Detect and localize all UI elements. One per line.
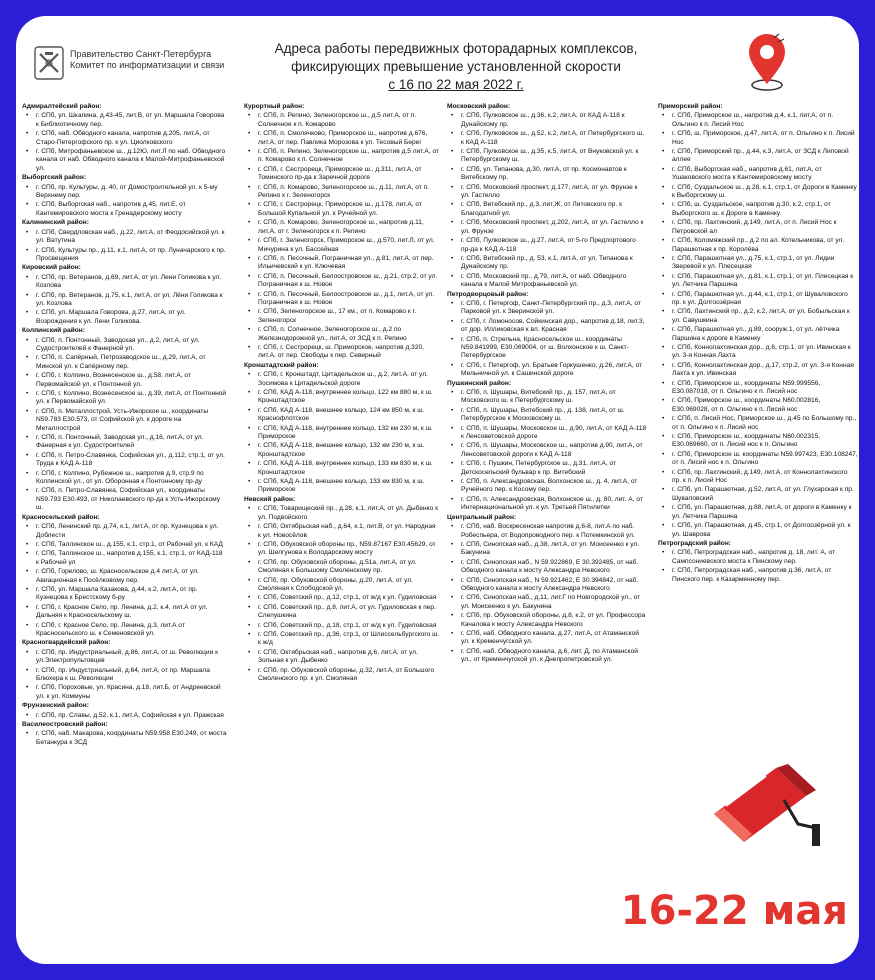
district-block: [22, 514, 227, 639]
address-list: [22, 274, 227, 326]
district-heading: Петродворцовый район:: [447, 290, 529, 298]
address-item: • г. СПб, Приморское ш., напротив д.4, к.1, лит.А, от п. Ольгино к п. Лисий Нос: [658, 112, 858, 129]
address-item: • г. СПб, Советский пр., д.18, стр.1, от ж/д к ул. Гудиловская: [244, 622, 440, 630]
address-list: [22, 184, 227, 219]
district-block: [22, 174, 227, 218]
address-item: • г. СПб, г. Сестрорецк, Приморское ш., д.311, лит.А, от Томинского пр-да к Заречной дороге: [244, 166, 440, 183]
address-item: • г. СПб, Коннолахтинская дор., д.17, стр.2, от ул. 3-я Конная Лахта к ул. Ивинская: [658, 362, 858, 379]
address-list: [244, 371, 440, 495]
address-item: • г. СПб, п. Шушары, Витебский пр., д. 138, лит.А, от ш. Петербургское к Московскому ш.: [447, 407, 647, 424]
address-item: • г. СПб, п. Стрельна, Красносельское ш., координаты N59.841999, E30.069004, от ш. Волхонское к ш. Санкт-Петербургское: [447, 336, 647, 361]
address-list: [447, 300, 647, 379]
spb-coat-of-arms-icon: [34, 46, 64, 80]
address-item: • г. СПб, п. Репино, Зеленогорское ш., напротив д.5 лит.А, от п. Комарово к п. Солнечное: [244, 148, 440, 165]
district-block: [658, 103, 858, 539]
address-item: • г. СПб, КАД А-118, внешнее кольцо, 132 км 230 м, к ш. Кронштадтское: [244, 442, 440, 459]
address-item: • г. СПб, Петроградская наб., напротив д. 18, лит. А, от Сампсониевского моста к Пинскому пер.: [658, 549, 858, 566]
address-item: • г. СПб, г. Зеленогорск, Приморское ш., д.570, лит.Л, от ул. Мичурина к ул. Бассейная: [244, 237, 440, 254]
address-item: • г. СПб, п. Песочный, Белоостровское ш., д.21, стр.2, от ул. Пограничная к ш. Новое: [244, 273, 440, 290]
address-item: • г. СПб, г. Красное Село, пр. Ленина, д.2, к.4, лит.А от ул. Дальняя к Красносельскому ш.: [22, 604, 227, 621]
address-item: • г. СПб, КАД А-118, внешнее кольцо, 133 км 830 м, к ш. Приморское: [244, 478, 440, 495]
address-item: • г. СПб, п. Песочный, Пограничная ул., д.81, лит.А, от пер. Ильичевский к ул. Ключевая: [244, 255, 440, 272]
gov-line-1: Правительство Санкт-Петербурга: [70, 49, 212, 59]
address-item: • г. СПб, пр. Обуховской обороны, д.32, лит.А, от Большого Смоленского пр. к ул. Смоляная: [244, 667, 440, 684]
location-pin-icon: [744, 32, 790, 92]
district-block: [447, 514, 647, 665]
district-block: [22, 219, 227, 263]
address-item: • г. СПб, Митрофаньевское ш., д.12Ю, лит.Л по наб. Обводного канала от наб. Обводного канала к Малой-Митрофаньевской ул.: [22, 148, 227, 173]
address-item: • г. СПб, пр. Славы, д.52, к.1, лит.А, Софийская к ул. Пражская: [22, 712, 227, 720]
address-item: • г. СПб, п. Металлострой, Усть-Ижорское ш., координаты N59.783 E30.573, от Софийской ул. к дороге на Металлострой: [22, 408, 227, 433]
district-heading: Центральный район:: [447, 513, 517, 521]
address-item: • г. СПб, г. Петергоф, ул. Братьев Горкушенко, д.26, лит.А, от Мельничной ул. к Сашинской дороге: [447, 362, 647, 379]
address-item: • г. СПб, ул. Маршала Говорова, д.27, лит.А, от ул. Возрождения к ул. Лени Голикова.: [22, 309, 227, 326]
page-title: [196, 40, 716, 94]
address-item: • г. СПб, Выборгская наб., напротив д.61, лит.А, от Ушаковского моста к Кантемировскому мосту: [658, 166, 858, 183]
address-list: [22, 112, 227, 173]
address-item: • г. СПб, наб. Обводного канала, д.6, лит. Д, по Атаманской ул., от Кременчугской ул. к Днепропетровской ул.: [447, 648, 647, 665]
address-item: • г. СПб, Приморский пр., д.44, к.3, лит.А, от ЗСД к Липовой аллее: [658, 148, 858, 165]
address-item: • г. СПб, Московский проспект, д.202, лит.А, от ул. Гастелло к ул. Фрунзе: [447, 219, 647, 236]
address-item: • г. СПб, ш. Приморское, д.47, лит.А, от п. Ольгино к п. Лисий Нос: [658, 130, 858, 147]
address-list: [22, 523, 227, 638]
address-item: • г. СПб, Ленинский пр. д.74, к.1, лит.А, от пр. Кузнецова к ул. Доблести: [22, 523, 227, 540]
address-item: • г. СПб, наб. Обводного канала, д.27, лит.А, от Атаманской ул. к Кременчугской ул.: [447, 630, 647, 647]
address-list: [447, 389, 647, 513]
address-item: • г. СПб, п. Солнечное, Зеленогорское ш., д.2 по Железнодорожной ул., лит.А, от ЗСД к п. Репино: [244, 326, 440, 343]
district-heading: Кировский район:: [22, 264, 81, 272]
address-item: • г. СПб, г. Колпино, Вознесенское ш., д.58, лит.А, от Первомайской ул. к Понтонной ул.: [22, 372, 227, 389]
address-item: • г. СПб, п. Комарово, Зеленогорское ш., напротив д.11, лит.А, от г. Зеленогорск к п. Репино: [244, 219, 440, 236]
address-item: • г. СПб, Пороховые, ул. Красина, д.18, лит.Б, от Андреевской ул. к ул. Коммуны: [22, 684, 227, 701]
address-item: • г. СПб, п. Шушары, Московское ш., д.90, лит.А, от КАД А-118 к Ленсоветовской дороге: [447, 425, 647, 442]
address-item: • г. СПб, г. Кронштадт, Цитадельское ш., д.2, лит.А, от ул. Зосимова к Цитадельской дороге: [244, 371, 440, 388]
address-item: • г. СПб, г. Колпино, Вознесенское ш., д.39, лит.А, от Понтонной ул. к Первомайской ул.: [22, 390, 227, 407]
address-list: [22, 337, 227, 513]
address-item: • г. СПб, пр. Индустриальный, д.64, лит.А, от пр. Маршала Блюхера к ш. Революции: [22, 667, 227, 684]
address-item: • г. СПб, ул. Типанова, д.30, лит.А, от пр. Космонавтов к Витебскому пр.: [447, 166, 647, 183]
address-item: • г. СПб, пр. Культуры, д. 40, от Домостроительной ул. к 5-му Верхнему пер.: [22, 184, 227, 201]
address-item: • г. СПб, пр. Лахтинский, д.149, лит.А, от Коннолахтинского пр. к п. Лисий Нос: [658, 469, 858, 486]
district-block: [447, 380, 647, 513]
address-item: • г. СПб, пр. Ветеранов, д.69, лит.А, от ул. Лени Голикова к ул. Козлова: [22, 274, 227, 291]
district-block: [22, 264, 227, 326]
address-list: [658, 549, 858, 584]
date-badge: 16-22 мая: [620, 888, 848, 934]
address-item: • г. СПб, Парашютная ул., д.89, сооруж.1, от ул. лётчика Паршина к дороге в Каменку: [658, 326, 858, 343]
district-block: [22, 639, 227, 701]
address-item: • г. СПб, Синопская наб., д.11, лит.Г по Новгородской ул., от ул. Моисеенко к ул. Бакунина: [447, 594, 647, 611]
address-item: • г. СПб, Горелово, ш. Красносельское д.4 лит.А, от ул. Авиационная к Посёлковому пер.: [22, 568, 227, 585]
district-block: [244, 496, 440, 684]
district-heading: Московский район:: [447, 103, 511, 110]
address-item: • г. СПб, пр. Лахтинский, д.149, лит.А, от п. Лисий Нос к Петровской ал: [658, 219, 858, 236]
address-item: • г. СПб, п. Смолячково, Приморское ш., напротив д.676, лит.А, от пер. Павлика Морозова к ул. Тесовый Берег: [244, 130, 440, 147]
column-1: [22, 102, 227, 748]
address-list: [22, 649, 227, 701]
address-item: • г. СПб, г. Сестрорецк, ш. Приморское, напротив д.320, лит.А, от пер. Свободы к пер. Северный: [244, 344, 440, 361]
speed-camera-icon: [706, 754, 826, 854]
district-heading: Выборгский район:: [22, 174, 87, 182]
address-item: • г. СПб, Синопская наб., д.38, лит.А, от ул. Моисеенко к ул. Бакунина: [447, 541, 647, 558]
address-item: • г. СПб, наб. Воскресенская напротив д.6-8, лит.А по наб. Робеспьера, от Водопроводного пер. к Потемкинской ул.: [447, 523, 647, 540]
district-heading: Курортный район:: [244, 103, 305, 110]
address-item: • г. СПб, п. Александровская, Волхонское ш., д. 4, лит.А, от Ручейного пер. к Косому пер.: [447, 478, 647, 495]
address-item: • г. СПб, Октябрьская наб., напротив д.6, лит.А, от ул. Зольная к ул. Дыбенко: [244, 649, 440, 666]
district-block: [22, 721, 227, 747]
district-heading: Пушкинский район:: [447, 379, 512, 387]
address-list: [244, 505, 440, 683]
address-item: • г. СПб, п. Песочный, Белоостровское ш., д.1, лит.А, от ул. Пограничная к ш. Новое: [244, 291, 440, 308]
address-item: • г. СПб, КАД А-118, внутреннее кольцо, 122 км 880 м, к ш. Кронштадтское: [244, 389, 440, 406]
address-item: • г. СПб, Московский пр., д.79, лит.А, от наб. Обводного канала к Малой Митрофаньевской ул.: [447, 273, 647, 290]
district-heading: Красногвардейский район:: [22, 639, 111, 647]
address-item: • г. СПб, п. Александровская, Волхонское ш., д. 80, лит. А, от Интернациональной ул. к ул. Третьей Пятилетки: [447, 496, 647, 513]
district-heading: Красносельский район:: [22, 513, 100, 521]
address-item: • г. СПб, п. Шушары, Московское ш., напротив д.90, лит.А, от Ленсоветовской дороги к КАД А-118: [447, 442, 647, 459]
address-item: • г. СПб, г. Сестрорецк, Приморское ш., д.178, лит.А, от Большой Купальной ул. к Ручейной ул.: [244, 201, 440, 218]
address-item: • г. СПб, Пулковское ш., д.27, лит.А, от 5-го Предпортового пр-да к КАД А-118: [447, 237, 647, 254]
address-item: • г. СПб, п. Петро-Славянка, Софийская ул., д.112, стр.1, от ул. Труда к КАД А-118: [22, 452, 227, 469]
address-item: • г. СПб, г. Пушкин, Петербургское ш., д.31, лит.А, от Детскосельский бульвар к пр. Витебский: [447, 460, 647, 477]
address-list: [658, 112, 858, 539]
address-item: • г. СПб, пр. Обуховской обороны, д.8, к.2, от ул. Профессора Качалова к мосту Александра Невского: [447, 612, 647, 629]
address-item: • г. СПб, Зеленогорское ш., 17 км., от п. Комарово к г. Зеленогорск: [244, 308, 440, 325]
title-dates: с 16 по 22 мая 2022 г.: [388, 77, 524, 92]
address-item: • г. СПб, Свердловская наб., д.22, лит.А, от Феодосийской ул. к ул. Ватутина: [22, 229, 227, 246]
address-list: [244, 112, 440, 360]
column-3: [447, 102, 647, 666]
address-item: • г. СПб, Таллинское ш., напротив д.155, к.1, стр.1, от КАД-118 к Рабочей ул: [22, 550, 227, 567]
address-item: • г. СПб, пр. Обуховской обороны, д.51а, лит.А, от ул. Смоляная к Большому Смоленскому пр.: [244, 559, 440, 576]
address-item: • г. СПб, Витебский пр., д. 53, к.1, лит.А, от ул. Типанова к Дунайскому пр.: [447, 255, 647, 272]
address-item: • г. СПб, Коннолахтинская дор., д.6, стр.1, от ул. Ивинская к ул. 3-я Конная Лахта: [658, 344, 858, 361]
address-item: • г. СПб, Московский проспект, д.177, лит.А, от ул. Фрунзе к ул. Гастелло: [447, 184, 647, 201]
address-item: • г. СПб, Советский пр., д.12, стр.1, от ж/д к ул. Гудиловская: [244, 594, 440, 602]
address-item: • г. СПб, Приморское ш., координаты N59.999556, E30.087018, от п. Ольгино к п. Лисий нос: [658, 380, 858, 397]
address-item: • г. СПб, г. Красное Село, пр. Ленина, д.3, лит.А от Красносельского ш. к Семеновской ул.: [22, 622, 227, 639]
address-item: • г. СПб, наб. Макарова, координаты N59.958 E30.249, от моста Бетанкура к ЗСД: [22, 730, 227, 747]
district-block: [244, 103, 440, 361]
address-item: • г. СПб, ш. Суздальское, напротив д.30, к.2, стр.1, от Выборгского ш. к Дороге в Каменку: [658, 201, 858, 218]
column-4: [658, 102, 858, 585]
address-item: • г. СПб, ул. Маршала Казакова, д.44, к.2, лит.А, от пр. Кузнецова к Брестскому б-ру: [22, 586, 227, 603]
gov-line-2: Комитет по информатизации и связи: [70, 60, 225, 70]
address-list: [447, 523, 647, 665]
address-item: • г. СПб, п. Сапёрный, Петрозаводское ш., д.29, лит.А, от Минской ул. к Сапёрному пер.: [22, 354, 227, 371]
address-item: • г. СПб, Парашютная ул., д.75, к.1, стр.1, от ул. Лидии Зверевой к ул. Плесецкая: [658, 255, 858, 272]
address-item: • г. СПб, Витебский пр., д.3, лит.Ж, от Литовского пр. к Благодатной ул.: [447, 201, 647, 218]
address-item: • г. СПб, Пулковское ш., д.52, к.2, лит.А, от Петербургского ш. к КАД А-118: [447, 130, 647, 147]
district-block: [22, 103, 227, 173]
address-item: • г. СПб, Синопская наб., N 59.921462, E 30.394842, от наб. Обводного канала к мосту Александра Невского: [447, 577, 647, 594]
district-heading: Петроградский район:: [658, 539, 732, 547]
address-list: [22, 229, 227, 264]
address-item: • г. СПб, ул. Парашютная, д.52, лит.А, от ул. Глухарская к пр. Шуваловский: [658, 486, 858, 503]
district-heading: Адмиралтейский район:: [22, 103, 102, 110]
district-heading: Кронштадтский район:: [244, 361, 319, 369]
district-heading: Фрунзенский район:: [22, 702, 89, 710]
district-heading: Василеостровский район:: [22, 721, 108, 729]
address-item: • г. СПб, Парашютная ул., д.81, к.1, стр.1, от ул. Плесецкая к ул. Летчика Паршина: [658, 273, 858, 290]
district-block: [22, 327, 227, 513]
district-heading: Приморский район:: [658, 103, 723, 110]
address-item: • г. СПб, Таллинское ш., д.155, к.1, стр.1, от Рабочей ул. к КАД: [22, 541, 227, 549]
address-item: • г. СПб, пр. Обуховской обороны, д.20, лит.А, от ул. Смоляная к Слободской ул.: [244, 577, 440, 594]
address-item: • г. СПб, пр. Индустриальный, д.86, лит.А, от ш. Революции к ул.Электропультовцев: [22, 649, 227, 666]
district-heading: Невский район:: [244, 495, 296, 503]
address-item: • г. СПб, Петроградская наб., напротив д.36, лит.А, от Пинского пер. к Казарменному пер.: [658, 567, 858, 584]
address-item: • г. СПб, п. Шушары, Витебский пр., д. 157, лит.А, от Московского ш. к Петербургскому ш.: [447, 389, 647, 406]
title-line-1: Адреса работы передвижных фоторадарных комплексов,: [274, 41, 638, 56]
address-list: [447, 112, 647, 289]
address-item: • г. СПб, г. Колпино, Рубежное ш., напротив д.9, стр.9 по Колпинской ул., от ул. Оборонная к Понтонному пр-ду: [22, 470, 227, 487]
address-item: • г. СПб, Парашютная ул., д.44, к.1, стр.1, от Шуваловского пр. к ул. Долгоозёрная: [658, 291, 858, 308]
district-block: [244, 362, 440, 495]
address-item: • г. СПб, г. Петергоф, Санкт-Петербургский пр., д.3, лит.А, от Парковой ул. к Зверинской ул.: [447, 300, 647, 317]
address-item: • г. СПб, п. Репино, Зеленогорское ш., д.5 лит.А, от п. Солнечное к п. Комарово: [244, 112, 440, 129]
address-item: • г. СПб, КАД А-118, внутреннее кольцо, 133 км 830 м, к ш. Кронштадтское: [244, 460, 440, 477]
address-item: • г. СПб, Коломяжский пр., д.2 по ал. Котельникова, от ул. Парашютная к пр. Королёва: [658, 237, 858, 254]
address-item: • г. СПб, Приморское ш., координаты N60.002816, E30.069028, от п. Ольгино к п. Лисий нос: [658, 397, 858, 414]
address-item: • г. СПб, Приморское ш., координаты N60.002315, E30.069660, от п. Лисий нос к п. Ольгино: [658, 433, 858, 450]
district-heading: Калининский район:: [22, 219, 89, 227]
header: [16, 16, 859, 112]
address-item: • г. СПб, Товарищеский пр., д.28, к.1, лит.А, от ул. Дыбенко к ул. Подвойского: [244, 505, 440, 522]
address-item: • г. СПб, Выборгская наб., напротив д.45, лит.Е, от Кантемировского моста к Гренадерскому мосту: [22, 201, 227, 218]
address-list: [22, 730, 227, 747]
address-item: • г. СПб, ул. Шкапина, д.43-45, лит.В, от ул. Маршала Говорова к Библиотечному пер.: [22, 112, 227, 129]
address-item: • г. СПб, ул. Парашютная, д.45, стр.1, от Долгоозёрной ул. к ул. Шаврова: [658, 522, 858, 539]
address-item: • г. СПб, КАД А-118, внутреннее кольцо, 132 км 230 м, к ш. Приморское: [244, 425, 440, 442]
address-item: • г. СПб, наб. Обводного канала, напротив д.205, лит.А, от Старо-Петергофского пр. к ул. Циолковского: [22, 130, 227, 147]
address-item: • г. СПб, Синопская наб., N 59.922869, E 30.392485, от наб. Обводного канала к мосту Александра Невского: [447, 559, 647, 576]
address-list: [22, 712, 227, 720]
district-block: [447, 291, 647, 379]
title-line-2: фиксирующих превышение установленной скорости: [291, 59, 621, 74]
district-heading: Колпинский район:: [22, 327, 85, 335]
address-item: • г. СПб, Октябрьская наб., д.64, к.1, лит.В, от ул. Народная к ул. Новосёлов: [244, 523, 440, 540]
address-item: • г. СПб, Советский пр., д.8, лит.А, от ул. Гудиловская к пер. Слепушкина: [244, 604, 440, 621]
address-item: • г. СПб, п. Петро-Славянка, Софийская ул., координаты N59.793 E30.493, от Николаевского пр-да к Усть-Ижорскому ш.: [22, 487, 227, 512]
page-frame: [16, 16, 859, 964]
district-block: [447, 103, 647, 290]
address-item: • г. СПб, ул. Парашютная, д.88, лит.А, от дороги в Каменку к ул. Летчика Паршина: [658, 504, 858, 521]
address-item: • г. СПб, п. Понтонный, Заводская ул., д.2, лит.А, от ул. Судостроителей к Фанерной ул.: [22, 337, 227, 354]
address-item: • г. СПб, г. Ломоносов, Сойкинская дор., напротив д.18, лит.3, от дор. Илликовская к вл. Красная: [447, 318, 647, 335]
address-item: • г. СПб, Суздальское ш., д.28, к.1, стр.1, от Дороги в Каменку к Выборгскому ш.: [658, 184, 858, 201]
address-item: • г. СПб, п. Лисий Нос, Приморское ш., д.45 по Большому пр., от п. Ольгино к п. Лисий нос: [658, 415, 858, 432]
address-item: • г. СПб, Советский пр., д.36, стр.1, от Шлиссельбургского ш. к ж/д: [244, 631, 440, 648]
column-2: [244, 102, 440, 684]
address-item: • г. СПб, Пулковское ш., д.35, к.5, лит.А, от Внуковской ул. к Петербургскому ш.: [447, 148, 647, 165]
address-item: • г. СПб, Обуховской обороны пр., N59.87167 E30.45629, от ул. Шелгунова к Володарскому мосту: [244, 541, 440, 558]
address-item: • г. СПб, п. Комарово, Зеленогорское ш., д.11, лит.А, от п. Репино к г. Зеленогорск: [244, 184, 440, 201]
address-item: • г. СПб, Лахтинский пр., д.2, к.2, лит.А, от ул. Бобыльская к ул. Савушкина: [658, 308, 858, 325]
district-block: [658, 540, 858, 584]
address-item: • г. СПб, п. Понтонный, Заводская ул., д.16, лит.А, от ул. Фанерная к ул. Судостроителей: [22, 434, 227, 451]
address-item: • г. СПб, Культуры пр., д.11, к.1, лит.А, от пр. Луначарского к пр. Просвещения: [22, 247, 227, 264]
district-block: [22, 702, 227, 720]
address-item: • г. СПб, пр. Ветеранов, д.75, к.1, лит.А, от ул. Лёни Голикова к ул. Козлова: [22, 292, 227, 309]
address-item: • г. СПб, Пулковское ш., д.36, к.2, лит.А, от КАД А-118 к Дунайскому пр.: [447, 112, 647, 129]
address-item: • г. СПб, Приморское ш. координаты N59.997423, E30.108247, от п. Лисий нос к п. Ольгино: [658, 451, 858, 468]
address-item: • г. СПб, КАД А-118, внешнее кольцо, 124 км 850 м, к ш. Краснофлотское: [244, 407, 440, 424]
